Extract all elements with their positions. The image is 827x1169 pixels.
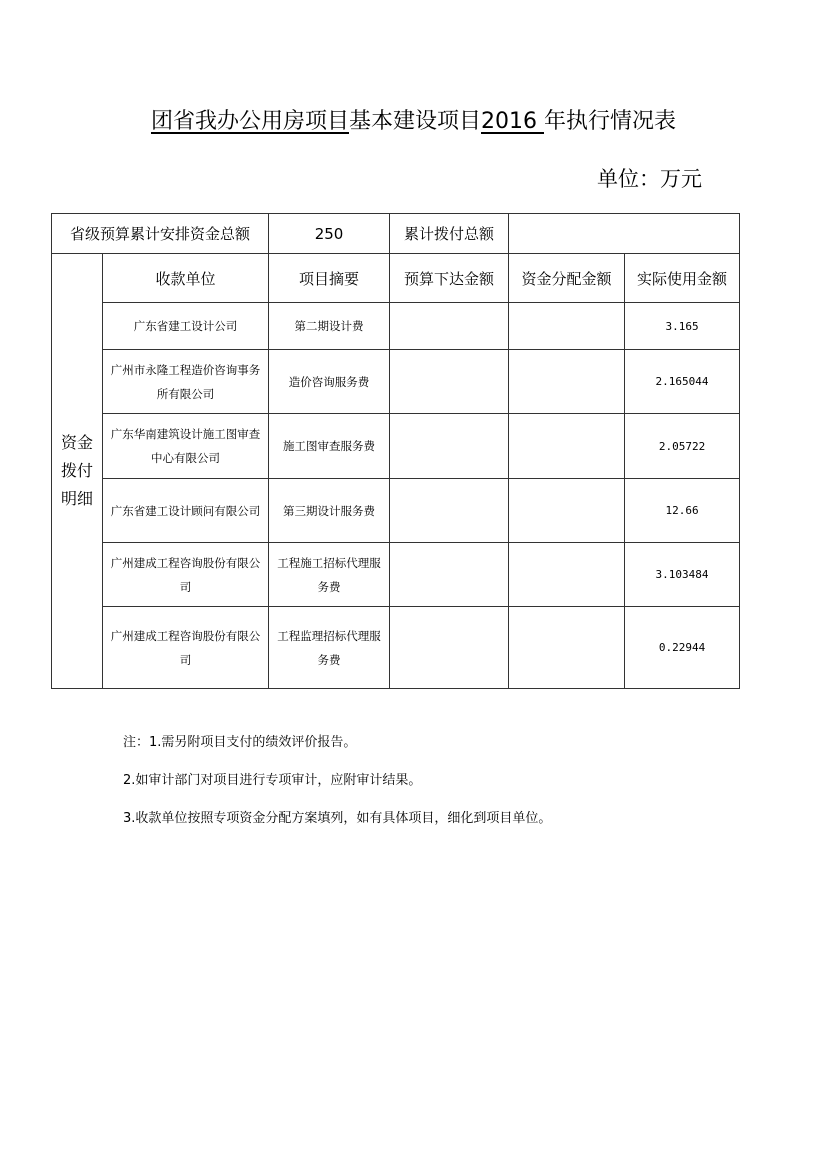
total-funds-value: 250: [269, 214, 390, 254]
budget-cell: [390, 543, 509, 607]
unit-label: 单位：万元: [597, 167, 702, 191]
payee-cell: 广州建成工程咨询股份有限公司: [103, 543, 269, 607]
summary-cell: 第三期设计服务费: [269, 479, 390, 543]
table-row: [52, 303, 740, 350]
header-allocation: 资金分配金额: [509, 254, 625, 303]
table-row: [52, 414, 740, 479]
side-label-cell: [52, 254, 103, 689]
note-item: 3.收款单位按照专项资金分配方案填列，如有具体项目，细化到项目单位。: [123, 811, 552, 826]
total-paid-value: [509, 214, 740, 254]
table-row: [52, 350, 740, 414]
summary-cell: 第二期设计费: [269, 303, 390, 350]
title-year: 2016: [481, 109, 544, 134]
summary-row: [52, 214, 740, 254]
allocation-cell: [509, 350, 625, 414]
payee-cell: 广东华南建筑设计施工图审查中心有限公司: [103, 414, 269, 479]
title-main: 基本建设项目: [349, 109, 482, 134]
note-item: 2.如审计部门对项目进行专项审计，应附审计结果。: [123, 773, 422, 788]
payee-cell: 广东省建工设计顾问有限公司: [103, 479, 269, 543]
header-payee: 收款单位: [103, 254, 269, 303]
allocation-cell: [509, 303, 625, 350]
budget-cell: [390, 350, 509, 414]
page-title: [0, 104, 827, 140]
actual-cell: 0.22944: [625, 607, 740, 689]
summary-cell: 造价咨询服务费: [269, 350, 390, 414]
side-label: 资金拨付明细: [60, 433, 93, 508]
actual-cell: 3.103484: [625, 543, 740, 607]
summary-cell: 工程施工招标代理服务费: [269, 543, 390, 607]
budget-cell: [390, 607, 509, 689]
allocation-cell: [509, 414, 625, 479]
header-budget: 预算下达金额: [390, 254, 509, 303]
header-summary: 项目摘要: [269, 254, 390, 303]
note-item: 注：1.需另附项目支付的绩效评价报告。: [123, 735, 357, 750]
notes: [123, 730, 551, 844]
title-underlined: 团省我办公用房项目: [150, 109, 349, 134]
payee-cell: 广州建成工程咨询股份有限公司: [103, 607, 269, 689]
summary-cell: 工程监理招标代理服务费: [269, 607, 390, 689]
payee-cell: 广东省建工设计公司: [103, 303, 269, 350]
execution-table: [51, 213, 740, 689]
actual-cell: 3.165: [625, 303, 740, 350]
allocation-cell: [509, 479, 625, 543]
allocation-cell: [509, 607, 625, 689]
table-row: [52, 607, 740, 689]
summary-cell: 施工图审查服务费: [269, 414, 390, 479]
payee-cell: 广州市永隆工程造价咨询事务所有限公司: [103, 350, 269, 414]
budget-cell: [390, 414, 509, 479]
actual-cell: 2.165044: [625, 350, 740, 414]
actual-cell: 12.66: [625, 479, 740, 543]
total-paid-label: 累计拨付总额: [390, 214, 509, 254]
table-row: [52, 543, 740, 607]
allocation-cell: [509, 543, 625, 607]
budget-cell: [390, 303, 509, 350]
table-row: [52, 479, 740, 543]
header-row: [52, 254, 740, 303]
total-funds-label: 省级预算累计安排资金总额: [52, 214, 269, 254]
header-actual: 实际使用金额: [625, 254, 740, 303]
actual-cell: 2.05722: [625, 414, 740, 479]
title-suffix: 年执行情况表: [544, 109, 677, 134]
budget-cell: [390, 479, 509, 543]
